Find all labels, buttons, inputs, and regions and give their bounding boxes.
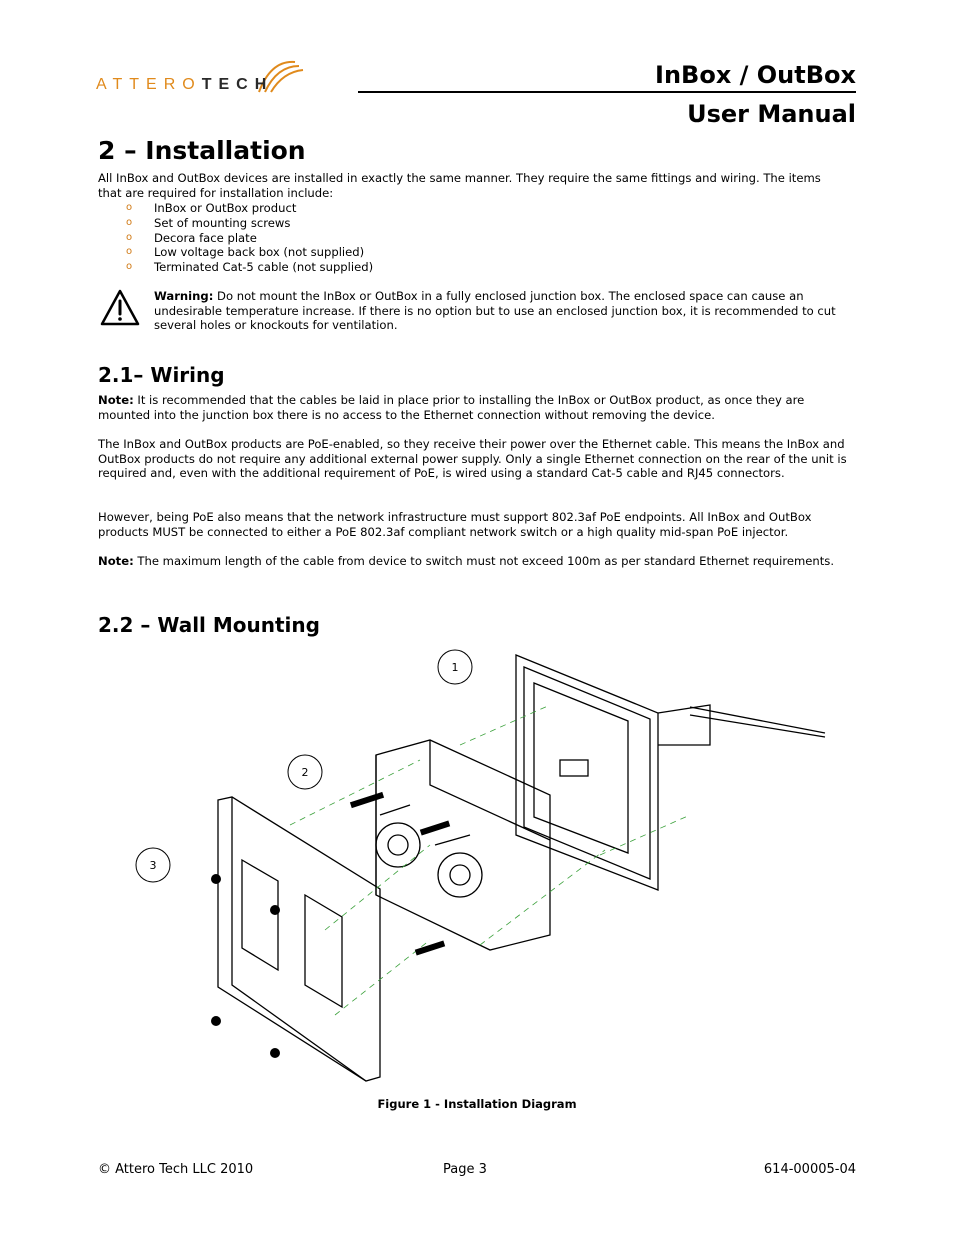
mounting-screws: [211, 792, 450, 1058]
warning-icon: [99, 288, 141, 328]
required-items-list: [126, 201, 373, 275]
svg-text:3: 3: [149, 859, 157, 872]
figure-caption: Figure 1 - Installation Diagram: [377, 1097, 577, 1111]
list-item: o Decora face plate: [126, 231, 373, 246]
callout-1: [438, 650, 472, 684]
svg-text:2: 2: [301, 766, 309, 779]
footer-copyright: © Attero Tech LLC 2010: [98, 1162, 254, 1177]
wiring-infrastructure-paragraph: However, being PoE also means that the network infrastructure must support 802.3af PoE endpoints. All InBox and OutBox products MUST be connected to either a PoE 802.3af compliant network switch or a high quality mid-span PoE injector.: [98, 510, 812, 539]
logo-text-tech: TECH: [201, 76, 274, 93]
wiring-poe-paragraph: The InBox and OutBox products are PoE-enabled, so they receive their power over the Ethernet cable. This means the InBox and OutBox products do not require any additional external power supply. Only a single Ethernet connection on the rear of the unit is required and, even with the additional requirement of PoE, is wired using a standard Cat-5 cable and RJ45 connectors.: [98, 437, 847, 481]
logo-text-attero: ATTERO: [96, 76, 202, 93]
svg-text:1: 1: [451, 661, 459, 674]
note-text: The maximum length of the cable from device to switch must not exceed 100m as per standard Ethernet requirements.: [133, 554, 835, 568]
list-item: o InBox or OutBox product: [126, 201, 373, 216]
list-item: o Terminated Cat-5 cable (not supplied): [126, 260, 373, 275]
title-line-2: User Manual: [687, 100, 856, 128]
list-item: o Set of mounting screws: [126, 216, 373, 231]
back-box: [516, 655, 825, 890]
section-2-1-heading: 2.1– Wiring: [98, 363, 225, 387]
note-label: Note:: [98, 554, 134, 568]
wiring-note-1: [98, 393, 838, 422]
list-item: o Low voltage back box (not supplied): [126, 245, 373, 260]
section-2-heading: 2 – Installation: [98, 136, 306, 165]
document-title: [655, 56, 856, 134]
note-label: Note:: [98, 393, 134, 407]
warning-label: Warning:: [154, 289, 214, 303]
installation-diagram: [130, 645, 830, 1085]
warning-paragraph: [154, 289, 854, 333]
warning-text: Do not mount the InBox or OutBox in a fully enclosed junction box. The enclosed space can cause an undesirable temperature increase. If there is no option but to use an enclosed junction box, it is recommended to cut several holes or knockouts for ventilation.: [154, 289, 836, 333]
footer-document-number: 614-00005-04: [763, 1162, 856, 1177]
alignment-lines: [290, 705, 690, 1015]
company-logo: [96, 58, 361, 106]
header-divider: [358, 91, 856, 93]
section-2-intro: All InBox and OutBox devices are installed in exactly the same manner. They require the same fittings and wiring. The items that are required for installation include:: [98, 171, 821, 200]
callout-3: [136, 848, 170, 882]
title-line-1: InBox / OutBox: [655, 61, 856, 89]
footer-page-number: Page 3: [443, 1162, 487, 1177]
section-2-2-heading: 2.2 – Wall Mounting: [98, 613, 320, 637]
face-plate: [218, 797, 380, 1081]
note-text: It is recommended that the cables be laid in place prior to installing the InBox or OutBox product, as once they are mounted into the junction box there is no access to the Ethernet connection without removing the device.: [98, 393, 805, 422]
wiring-note-2: [98, 554, 838, 569]
callout-2: [288, 755, 322, 789]
